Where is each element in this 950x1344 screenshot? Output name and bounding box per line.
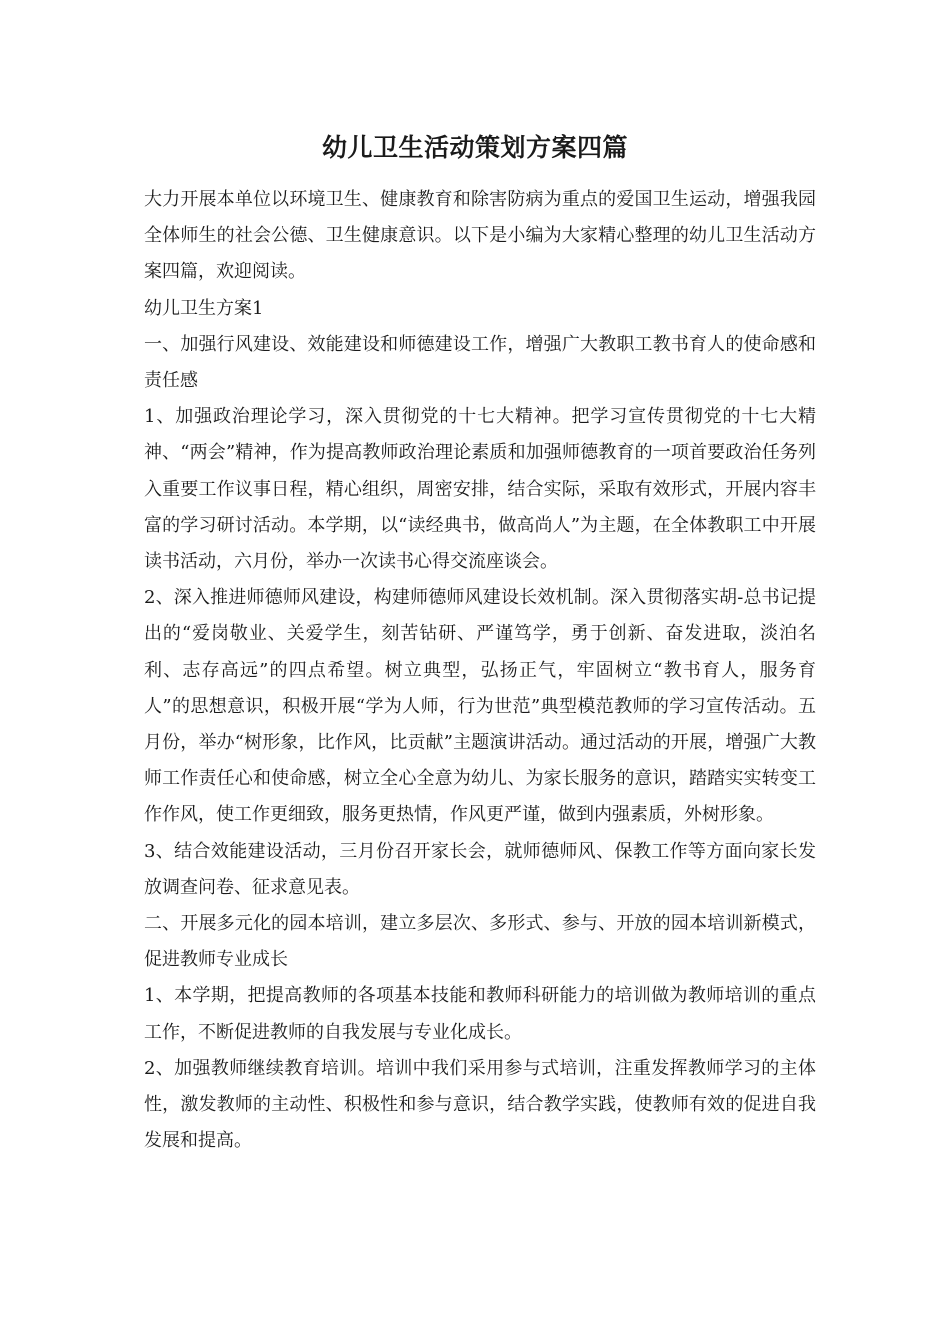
part-two-heading: 二、开展多元化的园本培训，建立多层次、多形式、参与、开放的园本培训新模式，促进教师专业成长	[144, 913, 816, 971]
intro-paragraph: 大力开展本单位以环境卫生、健康教育和除害防病为重点的爱国卫生运动，增强我园全体师生的社会公德、卫生健康意识。以下是小编为大家精心整理的幼儿卫生活动方案四篇，欢迎阅读。	[144, 189, 816, 283]
document-body	[144, 182, 816, 1159]
document-title: 幼儿卫生活动策划方案四篇	[321, 133, 628, 162]
part-one-heading: 一、加强行风建设、效能建设和师德建设工作，增强广大教职工教书育人的使命感和责任感	[144, 333, 816, 392]
paragraph-1-3: 3、结合效能建设活动，三月份召开家长会，就师德师风、保教工作等方面向家长发放调查问卷、征求意见表。	[144, 840, 816, 898]
paragraph-1-2: 2、深入推进师德师风建设，构建师德师风建设长效机制。深入贯彻落实胡-总书记提出的“爱岗敬业、关爱学生，刻苦钻研、严谨笃学，勇于创新、奋发进取，淡泊名利、志存高远”的四点希望。树立典型，弘扬正气，牢固树立“教书育人，服务育人”的思想意识，积极开展“学为人师，行为世范”典型模范教师的学习宣传活动。五月份，举办“树形象，比作风，比贡献”主题演讲活动。通过活动的开展，增强广大教师工作责任心和使命感，树立全心全意为幼儿、为家长服务的意识，踏踏实实转变工作作风，使工作更细致，服务更热情，作风更严谨，做到内强素质，外树形象。	[144, 587, 816, 826]
paragraph-2-2: 2、加强教师继续教育培训。培训中我们采用参与式培训，注重发挥教师学习的主体性，激发教师的主动性、积极性和参与意识，结合教学实践，使教师有效的促进自我发展和提高。	[144, 1057, 816, 1152]
paragraph-1-1: 1、加强政治理论学习，深入贯彻党的十七大精神。把学习宣传贯彻党的十七大精神、“两会”精神，作为提高教师政治理论素质和加强师德教育的一项首要政治任务列入重要工作议事日程，精心组织，周密安排，结合实际，采取有效形式，开展内容丰富的学习研讨活动。本学期，以“读经典书，做高尚人”为主题，在全体教职工中开展读书活动，六月份，举办一次读书心得交流座谈会。	[144, 406, 816, 573]
section-heading-plan-1: 幼儿卫生方案1	[144, 297, 264, 319]
paragraph-2-1: 1、本学期，把提高教师的各项基本技能和教师科研能力的培训做为教师培训的重点工作，不断促进教师的自我发展与专业化成长。	[144, 985, 816, 1043]
